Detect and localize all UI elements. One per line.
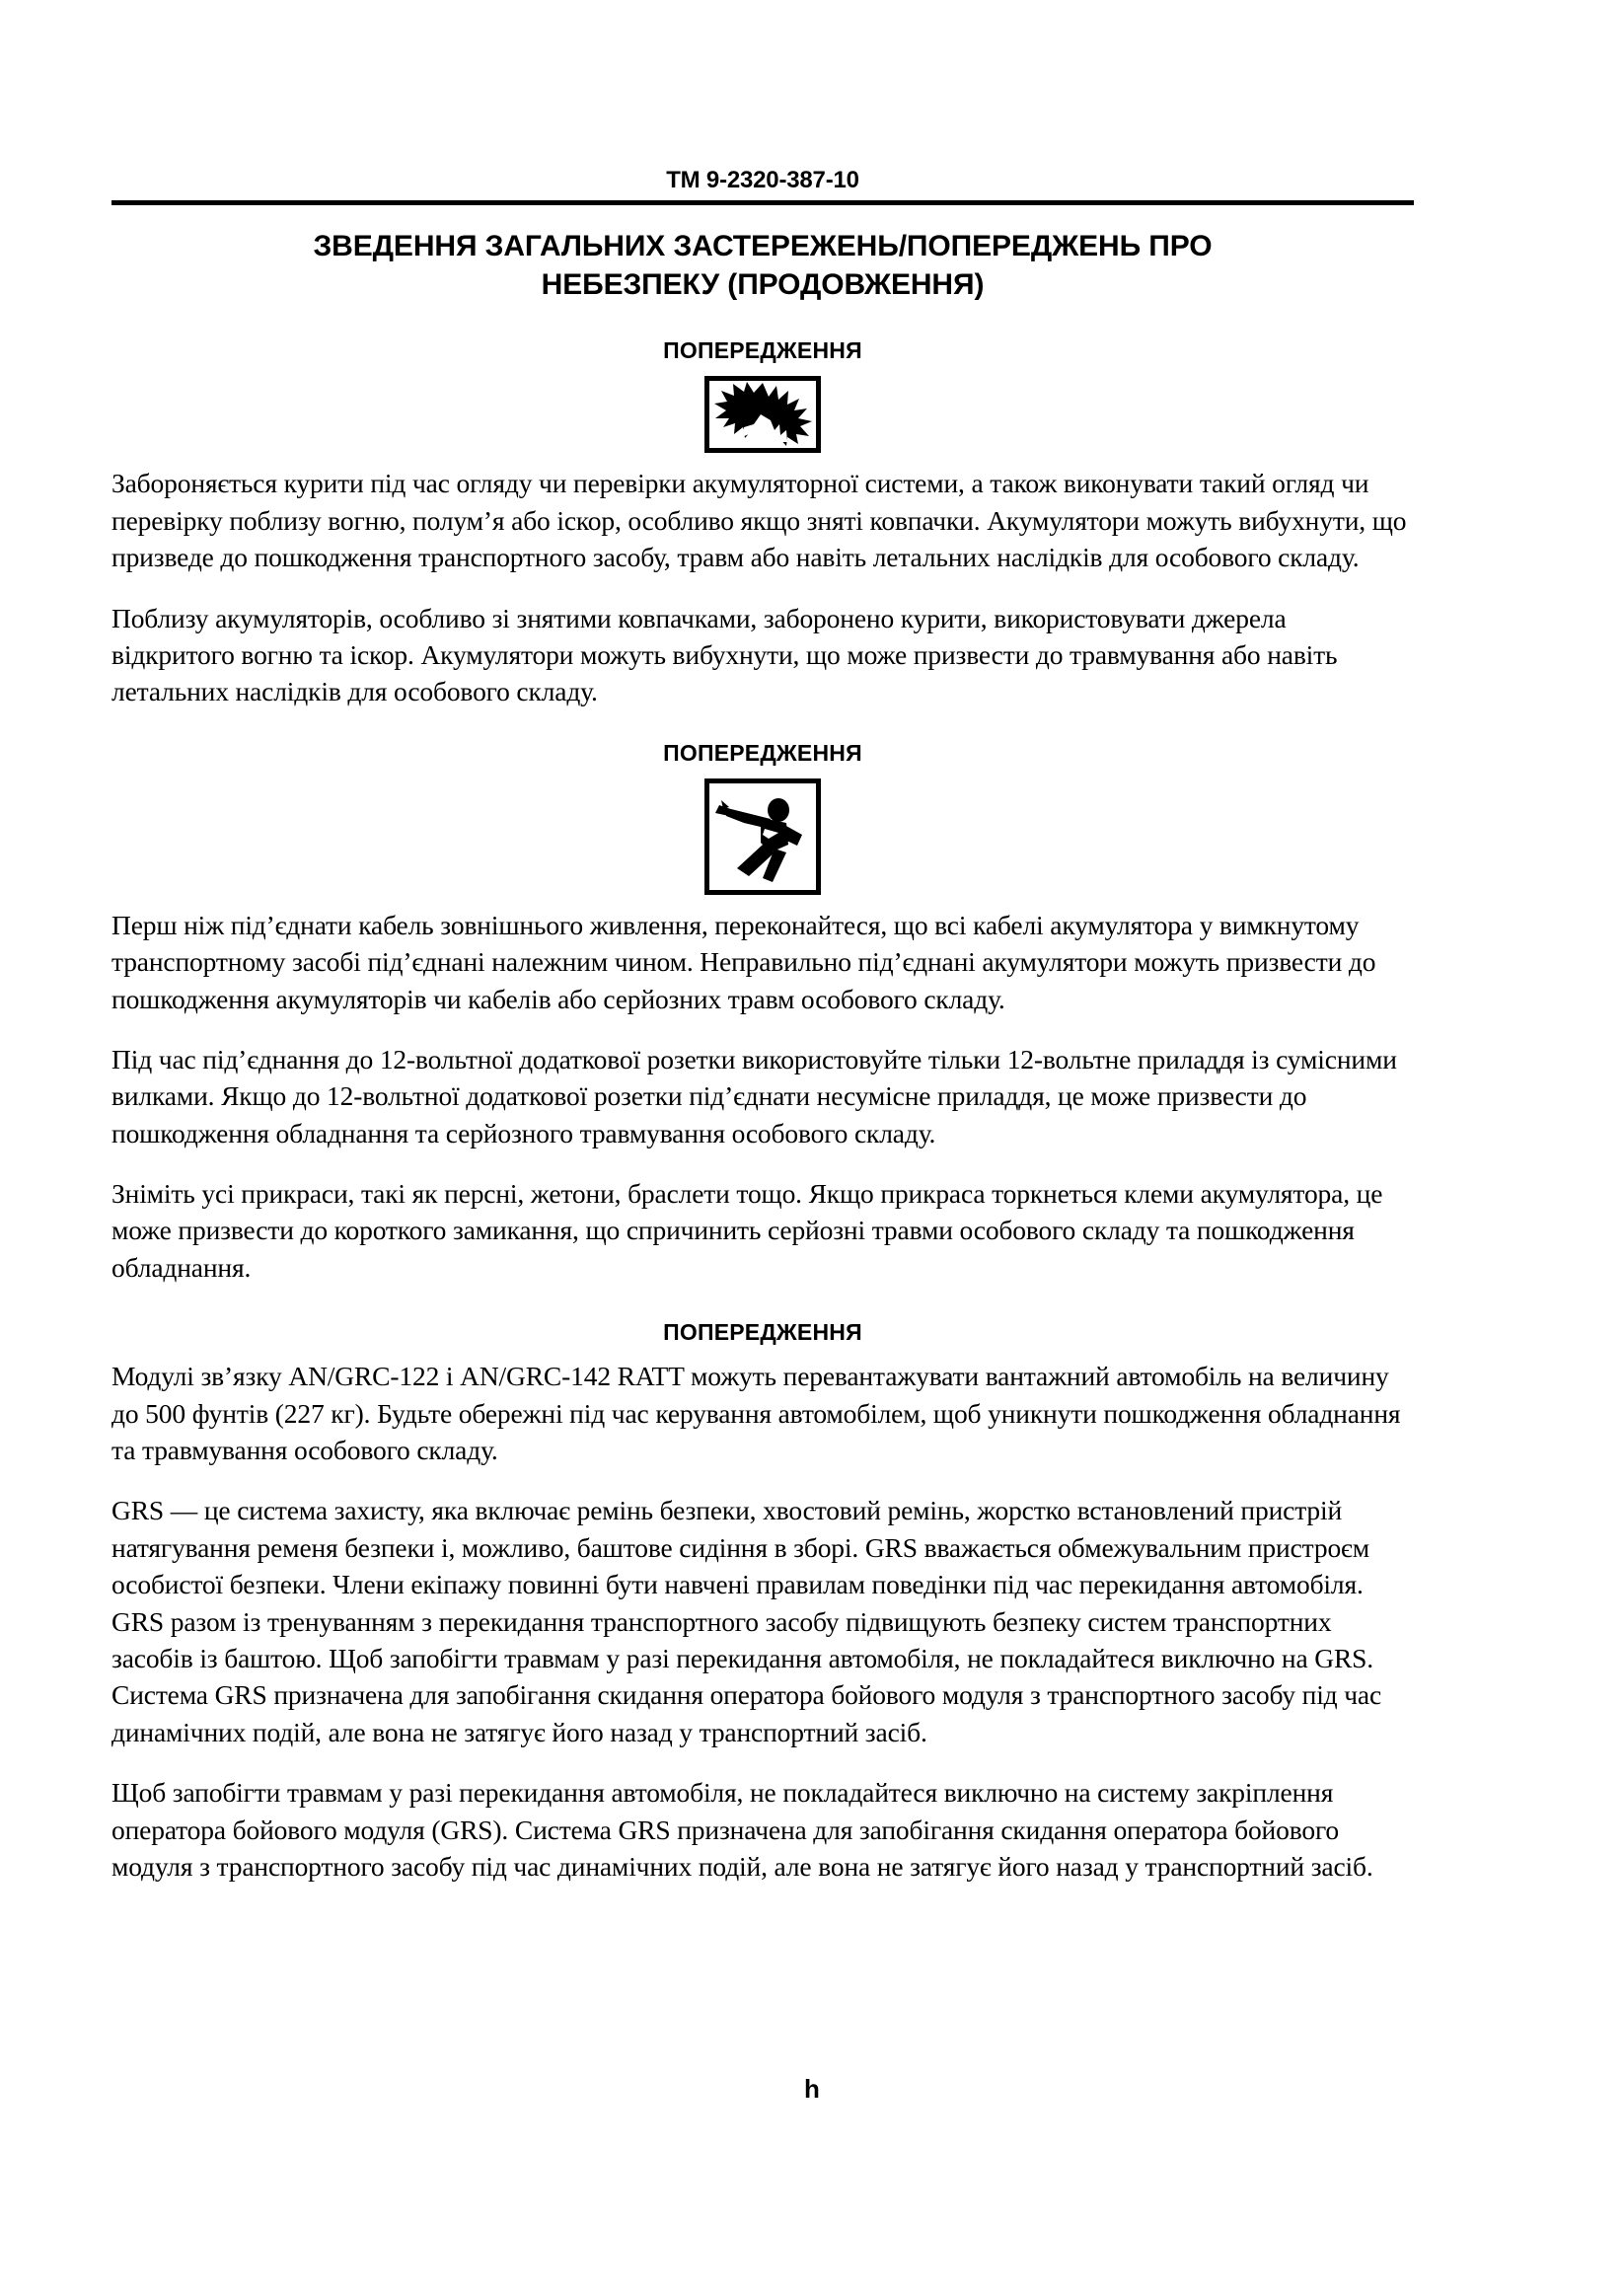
paragraph: Перш ніж під’єднати кабель зовнішнього живлення, переконайтеся, що всі кабелі акумулятора у вимкнутому транспортному засобі під’єднані належним чином. Неправильно під’єднані акумулятори можуть призвести до пошкодження акумуляторів чи кабелів або серйозних травм особового складу.: [111, 909, 1376, 1014]
page-number: h: [804, 2074, 820, 2104]
header-divider: [111, 200, 1414, 205]
page-title: [210, 227, 1315, 304]
running-header: [111, 0, 1414, 193]
paragraph: Забороняється курити під час огляду чи перевірки акумуляторної системи, а також виконувати такий огляд чи перевірку поблизу вогню, полум’я або іскор, особливо якщо зняті ковпачки. Акумулятори можуть вибухнути, що призведе до пошкодження транспортного засобу, травм або навіть летальних наслідків для особового складу.: [111, 468, 1407, 573]
page-title-line-2: НЕБЕЗПЕКУ (ПРОДОВЖЕННЯ): [541, 268, 985, 302]
warning-icon-2-wrapper: [111, 778, 1414, 895]
document-number: TM 9-2320-387-10: [666, 167, 859, 193]
paragraph: Зніміть усі прикраси, такі як персні, жетони, браслети тощо. Якщо прикраса торкнеться клеми акумулятора, це може призвести до короткого замикання, що спричинить серйозні травми особового складу та пошкодження обладнання.: [111, 1178, 1383, 1283]
page-title-line-1: ЗВЕДЕННЯ ЗАГАЛЬНИХ ЗАСТЕРЕЖЕНЬ/ПОПЕРЕДЖЕНЬ ПРО: [313, 230, 1213, 263]
warning-3-text: [111, 1358, 1414, 1885]
electric-shock-icon: [704, 778, 821, 895]
paragraph: Модулі зв’язку AN/GRC-122 і AN/GRC-142 RATT можуть перевантажувати вантажний автомобіль на величину до 500 фунтів (227 кг). Будьте обережні під час керування автомобілем, щоб уникнути пошкодження обладнання та травмування особового складу.: [111, 1361, 1401, 1466]
warning-1-text: [111, 465, 1414, 709]
page-content: [111, 0, 1414, 1908]
page-footer: [0, 2074, 1624, 2105]
paragraph: Поблизу акумуляторів, особливо зі знятими ковпачками, заборонено курити, використовувати джерела відкритого вогню та іскор. Акумулятори можуть вибухнути, що може призвести до травмування або навіть летальних наслідків для особового складу.: [111, 602, 1338, 707]
warning-heading-2: ПОПЕРЕДЖЕННЯ: [663, 739, 862, 766]
paragraph: GRS — це система захисту, яка включає ремінь безпеки, хвостовий ремінь, жорстко встановлений пристрій натягування ременя безпеки і, можливо, баштове сидіння в зборі. GRS вважається обмежувальним пристроєм особистої безпеки. Члени екіпажу повинні бути навчені правилам поведінки під час перекидання автомобіля. GRS разом із тренуванням з перекидання транспортного засобу підвищують безпеку систем транспортних засобів із баштою. Щоб запобігти травмам у разі перекидання автомобіля, не покладайтеся виключно на GRS. Система GRS призначена для запобігання скидання оператора бойового модуля з транспортного засобу під час динамічних подій, але вона не затягує його назад у транспортний засіб.: [111, 1495, 1382, 1747]
paragraph: Під час під’єднання до 12-вольтної додаткової розетки використовуйте тільки 12-вольтне приладдя із сумісними вилками. Якщо до 12-вольтної додаткової розетки під’єднати несумісне приладдя, це може призвести до пошкодження обладнання та серйозного травмування особового складу.: [111, 1043, 1397, 1148]
explosion-icon: [704, 376, 821, 453]
warning-icon-1-wrapper: [111, 376, 1414, 453]
warning-2-text: [111, 907, 1414, 1287]
paragraph: Щоб запобігти травмам у разі перекидання автомобіля, не покладайтеся виключно на систему закріплення оператора бойового модуля (GRS). Система GRS призначена для запобігання скидання оператора бойового модуля з транспортного засобу під час динамічних подій, але вона не затягує його назад у транспортний засіб.: [111, 1777, 1373, 1882]
warning-heading-3: ПОПЕРЕДЖЕННЯ: [663, 1319, 862, 1346]
warning-heading-1: ПОПЕРЕДЖЕННЯ: [663, 337, 862, 364]
